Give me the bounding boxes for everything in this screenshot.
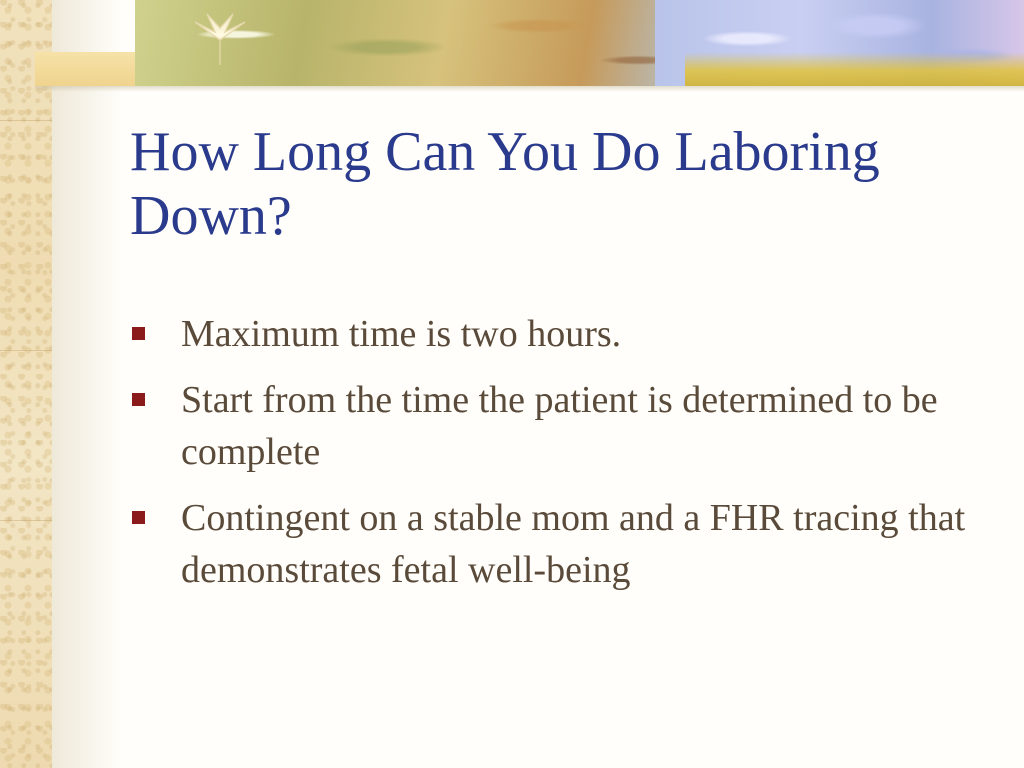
top-decorative-banner — [35, 0, 1024, 86]
bullet-text: Start from the time the patient is determined to be complete — [181, 379, 938, 473]
left-parchment-strip — [0, 0, 52, 768]
square-bullet-icon — [132, 327, 145, 340]
bullet-list — [130, 308, 970, 610]
square-bullet-icon — [132, 511, 145, 524]
bullet-text: Maximum time is two hours. — [181, 313, 622, 355]
bullet-item — [130, 374, 970, 478]
bullet-item — [130, 492, 970, 596]
leaf-icon — [185, 10, 255, 70]
square-bullet-icon — [132, 393, 145, 406]
bullet-item — [130, 308, 970, 360]
slide-title: How Long Can You Do Laboring Down? — [130, 121, 880, 247]
banner-grass-band — [685, 52, 1024, 86]
left-fade — [52, 0, 122, 768]
banner-shadow — [35, 86, 1024, 92]
bullet-text: Contingent on a stable mom and a FHR tracing that demonstrates fetal well-being — [181, 497, 966, 591]
